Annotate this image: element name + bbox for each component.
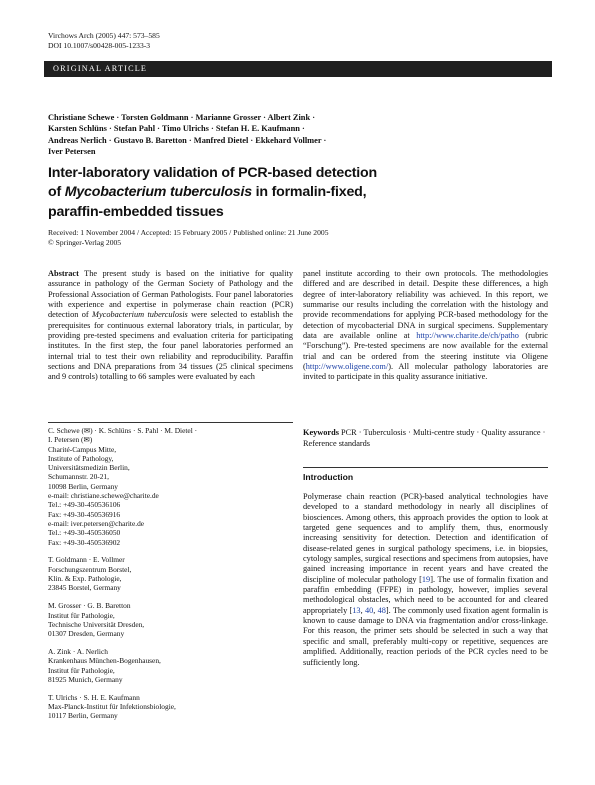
introduction-heading: Introduction [303, 472, 354, 482]
affiliation-line: Institut für Pathologie, [48, 665, 115, 675]
introduction-body [303, 492, 548, 668]
publication-info [48, 228, 329, 248]
affiliation-line: Charité-Campus Mitte, [48, 444, 117, 454]
abstract-label: Abstract [48, 269, 79, 278]
abstract-species: Mycobacterium tuberculosis [92, 310, 188, 320]
keywords [303, 428, 548, 449]
affiliation-line: Krankenhaus München-Bogenhausen, [48, 656, 161, 666]
abstract-text: panel institute according to their own protocols. The methodologies differed and are described in detail. Despite these differences, a high degree of inter-laboratory reliability was achieved. In this report, we summarise our results including the correlation with the histology and provide recommendations for applying PCR-based methodology for the detection of mycobacterial DNA in surgical specimens. Supplementary data are available online at [303, 269, 548, 341]
affiliation-line: Universitätsmedizin Berlin, [48, 463, 130, 473]
title-text: of [48, 184, 65, 201]
intro-text: Polymerase chain reaction (PCR)-based analytical technologies have developed to a standard methodology in nearly all disciplines of biosciences. Among others, this approach provides the option to look at targeted gene sequences and to amplify them, thus, enormously increasing sensitivity for detection. Detection and identification of disease-related genes in surgical pathology specimens, i.e. in biopsies, cytology samples, surgical resections and specimens from autopsies, have gained increasing importance in recent years and have created the discipline of molecular pathology [ [303, 492, 549, 584]
affiliation-line: M. Grosser · G. B. Baretton [48, 601, 131, 611]
section-rule [303, 467, 548, 468]
affiliation-line: T. Goldmann · E. Vollmer [48, 555, 125, 565]
title-text: in formalin-fixed, [251, 184, 367, 201]
article-type-label: ORIGINAL ARTICLE [53, 64, 148, 73]
author-line: Christiane Schewe · Torsten Goldmann · Marianne Grosser · Albert Zink · [48, 113, 316, 122]
affiliation-line: Institut für Pathologie, [48, 610, 115, 620]
affiliation-line: 81925 Munich, Germany [48, 674, 123, 684]
publication-dates: Received: 1 November 2004 / Accepted: 15 February 2005 / Published online: 21 June 2005 [48, 228, 329, 237]
doi: DOI 10.1007/s00428-005-1233-3 [48, 40, 151, 50]
email[interactable]: e-mail: christiane.schewe@charite.de [48, 491, 159, 501]
affiliation-line: C. Schewe (✉) · K. Schlüns · S. Pahl · M. Dietel · [48, 426, 198, 435]
journal-meta [48, 31, 160, 50]
affiliation-group [48, 426, 293, 547]
title-species: Mycobacterium tuberculosis [64, 184, 252, 201]
affiliation-line: Fax: +49-30-450536916 [48, 509, 121, 519]
affiliation-line: A. Zink · A. Nerlich [48, 647, 108, 657]
intro-text: ]. The commonly used fixation agent formalin is known to cause damage to DNA via fragmentation and/or cross-linkage. For this reason, the primer sets should be selected in such a way that specific and small, preferably multi-copy or repetitive, sequences are amplified. Additionally, reaction periods of the PCR cycles need to be sufficiently long. [303, 605, 548, 667]
affiliation-line: Institute of Pathology, [48, 453, 114, 463]
abstract-text: (rubric “Forschung”). Pre-tested specimens are now available for the external trial and can be ordered from the steering institute via Oligene ( [303, 331, 548, 372]
author-line: Andreas Nerlich · Gustavo B. Baretton · Manfred Dietel · Ekkehard Vollmer · [48, 135, 327, 145]
affiliation-line: Tel.: +49-30-450536050 [48, 528, 121, 538]
copyright: © Springer-Verlag 2005 [48, 238, 122, 247]
title-line: paraffin-embedded tissues [48, 203, 224, 220]
abstract-left [48, 269, 293, 383]
email[interactable]: e-mail: iver.petersen@charite.de [48, 518, 145, 528]
oligene-link[interactable]: http://www.oligene.com/ [305, 362, 389, 372]
affiliation-line: I. Petersen (✉) [48, 435, 93, 445]
journal-citation: Virchows Arch (2005) 447: 573–585 [48, 31, 160, 40]
supplementary-link[interactable]: http://www.charite.de/ch/patho [416, 331, 519, 341]
affiliation-group [48, 555, 293, 592]
intro-text: ]. The use of formalin fixation and paraffin embedding (FFPE) in pathology, however, implies several methodological obstacles, which need to be accounted for and cleared appropriately [ [303, 574, 548, 615]
title-line: Inter-laboratory validation of PCR-based detection [48, 165, 377, 181]
author-list [48, 112, 408, 157]
abstract-right [303, 269, 548, 383]
affiliation-line: Technische Universität Dresden, [48, 619, 145, 629]
author-line: Iver Petersen [48, 146, 96, 156]
abstract-text: ). All molecular pathology laboratories are invited to participate in this quality assurance initiative. [303, 362, 548, 382]
citation-link[interactable]: 19 [421, 574, 431, 584]
keywords-text: PCR · Tuberculosis · Multi-centre study · Quality assurance · Reference standards [303, 428, 546, 448]
affiliation-line: Forschungszentrum Borstel, [48, 564, 132, 574]
keywords-label: Keywords [303, 428, 339, 437]
affiliation-group [48, 693, 293, 721]
citation-link[interactable]: 13 [352, 605, 361, 615]
citation-link[interactable]: 40 [364, 605, 374, 615]
affiliation-line: 10117 Berlin, Germany [48, 711, 118, 721]
abstract-text: were selected to establish the prerequisites for continuous external laboratory trials, in particular, by providing pre-tested specimens and evaluation criteria for participating institutes. In the first step, the four panel laboratories performed an internal trial to test their own reliability and reproducibility. Paraffin sections and DNA preparations from 34 tissues (25 clinical specimens and 9 controls) totalling to 66 samples were evaluated by each [48, 310, 293, 382]
affiliations [48, 426, 293, 729]
affiliation-group [48, 647, 293, 684]
affiliation-line: 01307 Dresden, Germany [48, 629, 125, 639]
affiliation-line: T. Ulrichs · S. H. E. Kaufmann [48, 692, 140, 702]
affiliation-line: Tel.: +49-30-450536106 [48, 500, 121, 510]
author-line: Karsten Schlüns · Stefan Pahl · Timo Ulrichs · Stefan H. E. Kaufmann · [48, 124, 305, 134]
affiliation-line: Klin. & Exp. Pathologie, [48, 574, 122, 584]
affiliation-group [48, 601, 293, 638]
intro-text: , [373, 605, 378, 615]
article-type-bar [44, 61, 552, 77]
affiliation-line: Fax: +49-30-450536902 [48, 537, 121, 547]
affiliation-line: 10098 Berlin, Germany [48, 481, 118, 491]
citation-link[interactable]: 48 [377, 605, 386, 615]
title-line [48, 183, 448, 202]
affiliation-line: Schumannstr. 20-21, [48, 472, 109, 482]
affiliation-line: Max-Planck-Institut für Infektionsbiologie, [48, 702, 176, 712]
intro-text: , [360, 605, 365, 615]
affiliation-line: 23845 Borstel, Germany [48, 583, 121, 593]
abstract-text: The present study is based on the initiative for quality assurance in pathology of the German Society of Pathology and the Professional Association of German Pathologists. Four panel laboratories with experience and expertise in polymerase chain reaction (PCR) detection of [48, 269, 293, 320]
article-title [48, 164, 448, 222]
affiliation-divider [48, 422, 293, 423]
